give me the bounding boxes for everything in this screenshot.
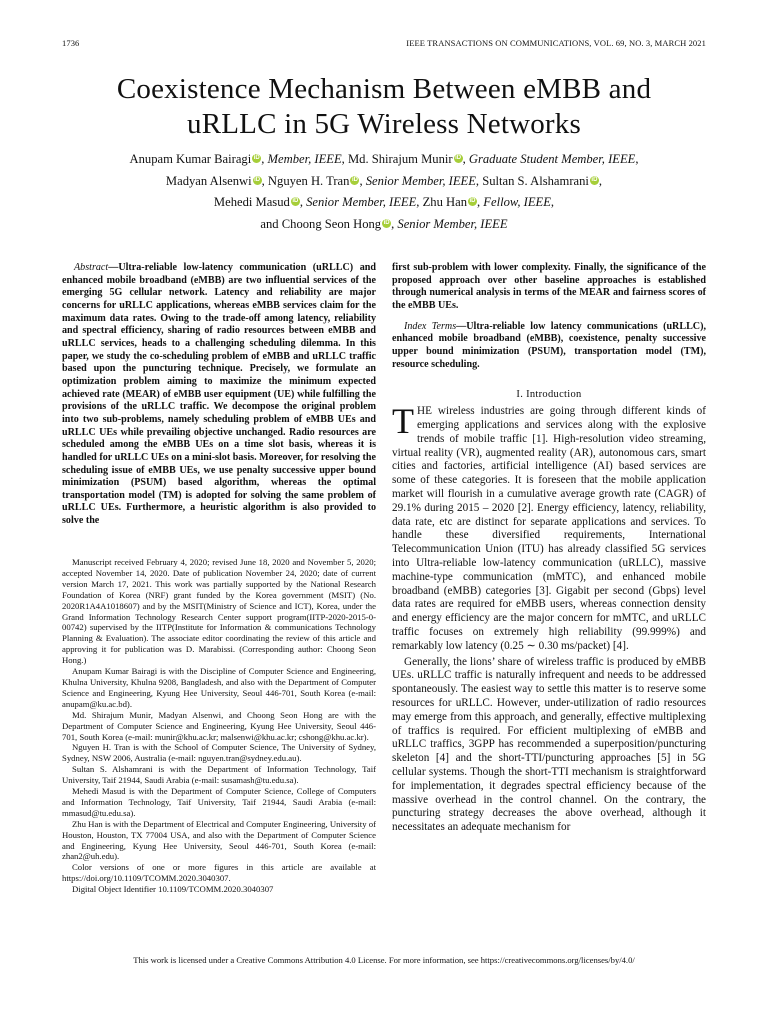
- member-grade: Member, IEEE: [267, 152, 342, 166]
- abstract-label: Abstract: [74, 262, 109, 273]
- footnote-doi: Digital Object Identifier 10.1109/TCOMM.2020.3040307: [72, 884, 274, 895]
- separator: ,: [359, 173, 366, 188]
- separator: ,: [261, 152, 268, 166]
- abstract-text: —Ultra-reliable low-latency communication (uRLLC) and enhanced mobile broadband (eMBB) are two influential services of the emerging 5G cellular network. Latency and reliability are major concerns for uRLLC applications, whereas eMBB services claim for the maximum data rates. Owing to the trade-off among latency, reliability and spectral efficiency, sharing of radio resources between eMBB and uRLLC services, heads to a challenging scheduling dilemma. In this paper, we study the co-scheduling problem of eMBB and uRLLC traffic based upon the puncturing technique. Precisely, we formulate an optimization problem aiming to maximize the minimum expected achieved rate (MEAR) of eMBB user equipment (UE) while fulfilling the provisions of the uRLLC traffic. We decompose the original problem into two sub-problems, namely scheduling problem of eMBB UEs and uRLLC UEs while prevailing objective unchanged. Radio resources are scheduled among the eMBB UEs on a time slot basis, whereas it is handled for uRLLC UEs on a mini-slot basis. Moreover, for resolving the scheduling issue of eMBB UEs, we use penalty successive upper bound minimization (PSUM) based algorithm, whereas the optimal transportation model (TM) is adopted for solving the same problem of uRLLC UEs. Furthermore, a heuristic algorithm is also provided to solve the: [62, 262, 376, 527]
- intro-paragraph-1: [392, 401, 706, 653]
- author-name: Madyan Alsenwi: [165, 173, 252, 188]
- title-line-1: Coexistence Mechanism Between eMBB and: [116, 73, 652, 105]
- abstract: [62, 262, 376, 528]
- footnotes: [62, 557, 376, 895]
- author-list: [40, 149, 728, 236]
- footnote-affiliation: Sultan S. Alshamrani is with the Department of Information Technology, Taif University, Taif 21944, Saudi Arabia (e-mail: susamash@tu.edu.sa).: [62, 764, 376, 786]
- separator: ,: [462, 152, 469, 166]
- author-name: , Nguyen H. Tran: [261, 173, 350, 188]
- orcid-icon[interactable]: iD: [254, 176, 261, 183]
- author-line-2: [40, 171, 728, 193]
- member-grade: Senior Member, IEEE: [306, 195, 417, 210]
- footnote-affiliation: Zhu Han is with the Department of Electrical and Computer Engineering, University of Houston, Houston, TX 77004 USA, and also with the Department of Computer Science and Engineering, Kyung Hee University, Seoul 446-701, South Korea (e-mail: zhan2@uh.edu).: [62, 818, 376, 862]
- journal-info: IEEE TRANSACTIONS ON COMMUNICATIONS, VOL. 69, NO. 3, MARCH 2021: [406, 38, 706, 48]
- author-line-3: [40, 192, 728, 214]
- member-grade: Fellow, IEEE: [483, 195, 551, 210]
- separator: ,: [635, 152, 639, 166]
- orcid-icon[interactable]: iD: [253, 155, 260, 161]
- index-terms-text: —Ultra-reliable low latency communications (uRLLC), enhanced mobile broadband (eMBB), coexistence, penalty successive upper bound minimization (PSUM), transportation model (TM), resource scheduling.: [392, 320, 706, 370]
- drop-cap: T: [392, 401, 414, 442]
- footnote-affiliation: Mehedi Masud is with the Department of Computer Science, College of Computers and Information Technology, Taif University, Taif 21944, Saudi Arabia (e-mail: mmasud@tu.edu.sa).: [62, 786, 376, 818]
- footnote-color-figures: Color versions of one or more figures in this article are available at https://doi.org/10.1109/TCOMM.2020.3040307.: [62, 862, 376, 884]
- author-name: , Zhu Han: [416, 195, 467, 210]
- orcid-icon[interactable]: iD: [469, 198, 476, 205]
- separator: ,: [598, 173, 603, 188]
- title-line-2: uRLLC in 5G Wireless Networks: [187, 108, 581, 140]
- author-line-1: [40, 149, 728, 171]
- abstract-continued: first sub-problem with lower complexity. Finally, the significance of the proposed approach over other baseline approaches is established through numerical analysis in terms of the MEAR and fairness scores of the eMBB UEs.: [392, 262, 706, 311]
- separator: ,: [477, 195, 484, 210]
- footnote-affiliation: Nguyen H. Tran is with the School of Computer Science, The University of Sydney, Sydney, NSW 2006, Australia (e-mail: nguyen.tran@sydney.edu.au).: [62, 742, 376, 764]
- author-name: Mehedi Masud: [213, 195, 290, 210]
- orcid-icon[interactable]: iD: [351, 176, 358, 183]
- orcid-icon[interactable]: iD: [455, 155, 462, 161]
- separator: ,: [391, 217, 398, 232]
- index-terms-label: Index Terms: [404, 320, 457, 332]
- author-name: and Choong Seon Hong: [260, 217, 382, 232]
- paper-title: [40, 72, 728, 142]
- intro-paragraph-1-text: HE wireless industries are going through different kinds of emerging applications and services along with the explosive trends of mobile traffic [1]. High-resolution video streaming, virtual reality (VR), augmented reality (AR), autonomous cars, smart cities and factories, artificial intelligence (AI) based services are some of these categories. It is foreseen that the mobile application market will flourish in a cumulative average growth rate (CAGR) of 29.1% during 2015 – 2020 [2]. Energy efficiency, latency, reliability, data rate, etc are distinct for separate applications and services. To handle these diversified requirements, International Telecommunication Union (ITU) has already classified 5G services into Ultra-reliable low-latency communication (uRLLC), massive machine-type communication (mMTC), and enhanced mobile broadband (eMBB) categories [3]. Gigabit per second (Gbps) level data rates are required for eMBB users, whereas connection density and energy efficiency are the major concern for mMTC, and uRLLC traffic focuses on extremely high reliability (99.999%) and remarkably low latency (0.25 ∼ 0.30 ms/packet) [4].: [392, 405, 706, 652]
- orcid-icon[interactable]: iD: [383, 220, 390, 227]
- section-heading: I. Introduction: [516, 389, 582, 401]
- author-line-4: [40, 214, 728, 236]
- right-column: [392, 262, 706, 835]
- footnote-affiliation: Anupam Kumar Bairagi is with the Discipline of Computer Science and Engineering, Khulna University, Khulna 9208, Bangladesh, and also with the Department of Computer Science and Engineering, Kyung Hee University, Seoul 446-701, South Korea (e-mail: anupam@ku.ac.bd).: [62, 666, 376, 709]
- separator: ,: [550, 195, 555, 210]
- license-notice: This work is licensed under a Creative Commons Attribution 4.0 License. For more information, see https://creativecommons.org/licenses/by/4.0/: [133, 955, 635, 965]
- orcid-icon[interactable]: iD: [292, 198, 299, 205]
- separator: ,: [299, 195, 307, 210]
- page-number: 1736: [62, 38, 80, 48]
- intro-paragraph-2: Generally, the lions’ share of wireless traffic is produced by eMBB UEs. uRLLC traffic is naturally infrequent and needs to be addressed spontaneously. The easiest way to settle this matter is to reserve some resources for uRLLC. However, under-utilization of radio resources may emerge from this approach, and generally, effective multiplexing of traffics is required. For efficient multiplexing of eMBB and uRLLC traffics, 3GPP has recommended a superposition/puncturing skeleton [4] and the short-TTI/puncturing approaches [5] in 5G cellular systems. Though the short-TTI mechanism is straightforward for implementation, it degrades spectral efficiency because of the massive overhead in the control channel. On the contrary, the puncturing strategy decreases the above overhead, although it necessitates an adequate mechanism for: [392, 655, 706, 834]
- footnote-affiliation: Md. Shirajum Munir, Madyan Alsenwi, and Choong Seon Hong are with the Department of Computer Science and Engineering, Kyung Hee University, Seoul 446-701, South Korea (e-mail: munir@khu.ac.kr; malsenwi@khu.ac.kr; cshong@khu.ac.kr).: [62, 709, 376, 742]
- member-grade: Graduate Student Member, IEEE: [468, 152, 636, 166]
- footnote-manuscript: Manuscript received February 4, 2020; revised June 18, 2020 and November 5, 2020; accepted November 14, 2020. Date of publication November 24, 2020; date of current version March 17, 2021. This work was partially supported by the National Research Foundation of Korea (NRF) grant funded by the Korea government (MSIT) (No. 2020R1A4A1018607) and by the MSIT(Ministry of Science and ICT), Korea, under the Grand Information Technology Research Center support program(IITP-2020-2015-0-00742) supervised by the IITP(Institute for Information & communications Technology Planning & Evaluation). The associate editor coordinating the review of this article and approving it for publication was D. Marabissi. (Corresponding author: Choong Seon Hong.): [62, 557, 376, 666]
- member-grade: Senior Member, IEEE: [397, 217, 508, 232]
- author-name: Anupam Kumar Bairagi: [129, 152, 252, 166]
- orcid-icon[interactable]: iD: [591, 176, 598, 183]
- author-name: , Md. Shirajum Munir: [341, 152, 453, 166]
- member-grade: Senior Member, IEEE: [365, 173, 476, 188]
- author-name: , Sultan S. Alshamrani: [475, 173, 589, 188]
- left-column: [62, 262, 376, 528]
- index-terms: [392, 321, 706, 372]
